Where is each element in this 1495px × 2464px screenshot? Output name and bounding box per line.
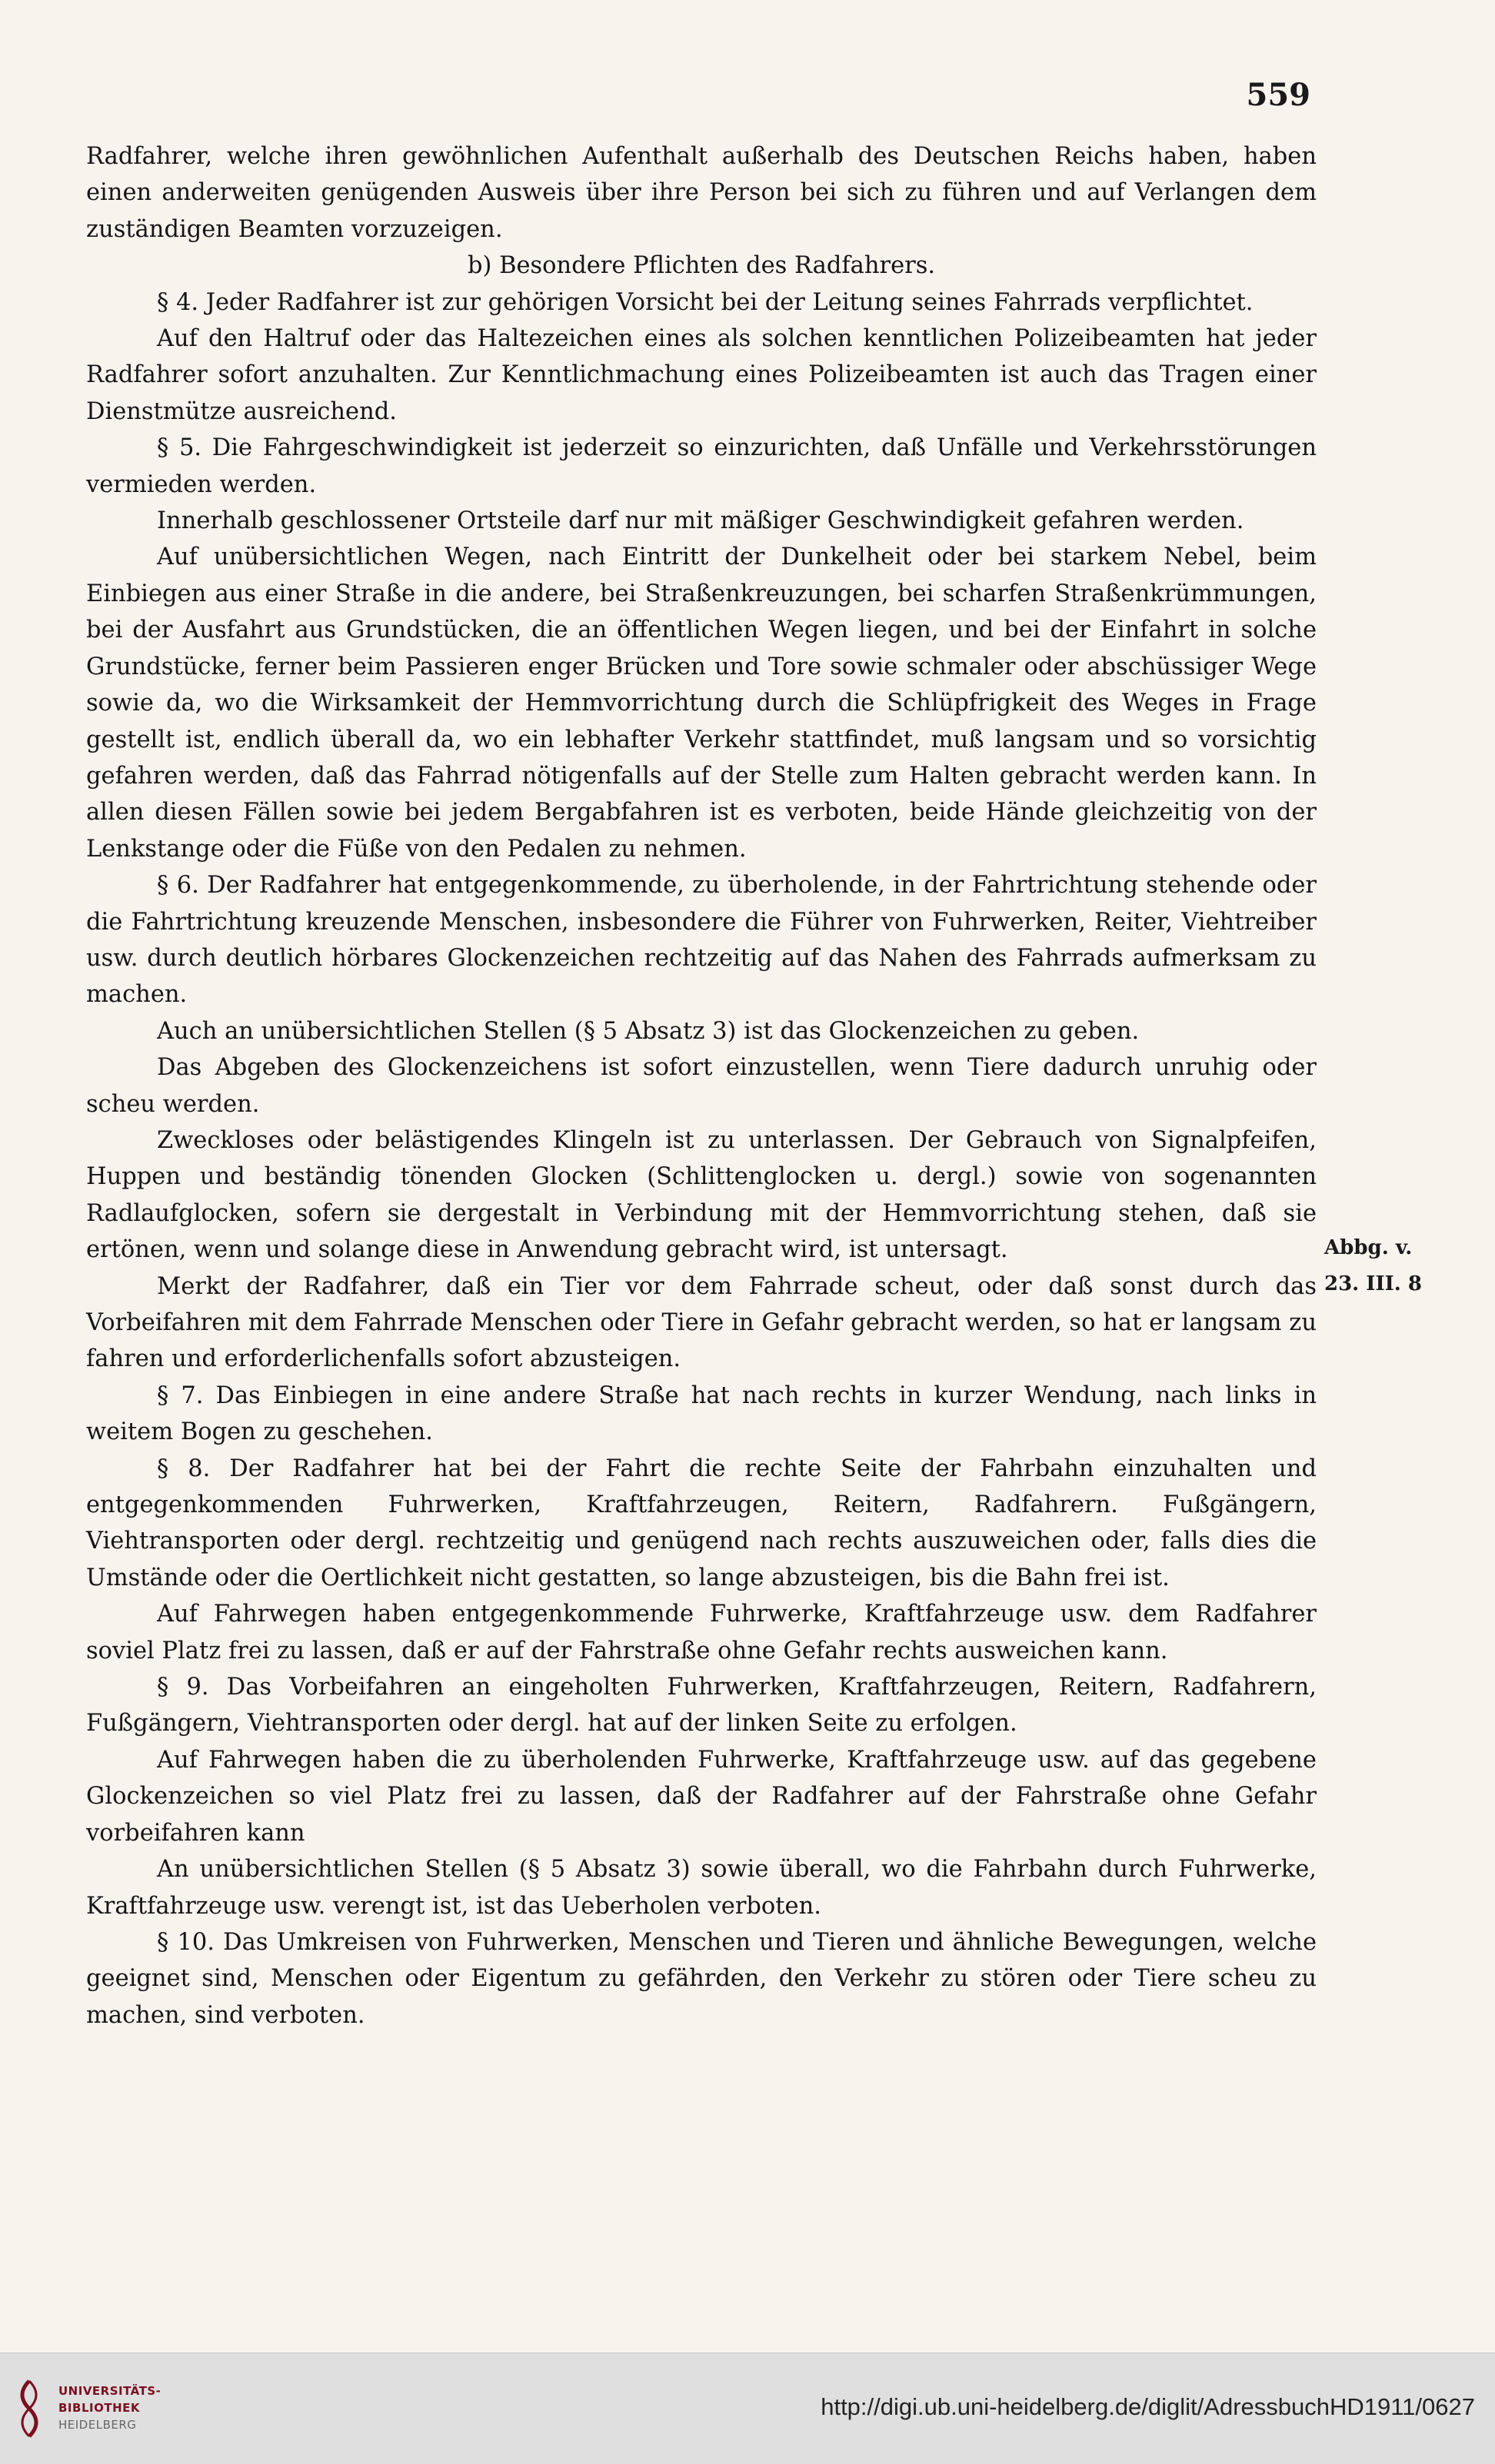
paragraph-section-10: § 10. Das Umkreisen von Fuhrwerken, Menschen und Tieren und ähnliche Bewegungen, welche geeignet sind, Menschen oder Eigentum zu gefährden, den Verkehr zu stören oder Tiere scheu zu machen, sind verboten. — [86, 1928, 1317, 2029]
paragraph-section-9: § 9. Das Vorbeifahren an eingeholten Fuhrwerken, Kraftfahrzeugen, Reitern, Radfahrern, Fußgängern, Viehtransporten oder dergl. hat auf der linken Seite zu erfolgen. — [86, 1674, 1317, 1737]
viewer-footer — [0, 2353, 1495, 2464]
paragraph: Auf Fahrwegen haben die zu überholenden Fuhrwerke, Kraftfahrzeuge usw. auf das gegebene Glockenzeichen so viel Platz frei zu lassen, daß der Radfahrer auf der Fahrstraße ohne Gefahr vorbeifahren kann — [86, 1746, 1317, 1847]
logo-line: BIBLIOTHEK — [58, 2401, 140, 2415]
paragraph: An unübersichtlichen Stellen (§ 5 Absatz 3) sowie überall, wo die Fahrbahn durch Fuhrwerke, Kraftfahrzeuge usw. verengt ist, ist das Ueberholen verboten. — [86, 1856, 1317, 1920]
paragraph: Auf den Haltruf oder das Haltezeichen eines als solchen kenntlichen Polizeibeamten hat jeder Radfahrer sofort anzuhalten. Zur Kenntlichmachung eines Polizeibeamten ist auch das Tragen einer Dienstmütze ausreichend. — [86, 325, 1317, 425]
library-logo-icon — [14, 2379, 45, 2438]
section-heading: b) Besondere Pflichten des Radfahrers. — [467, 252, 936, 280]
paragraph-section-7: § 7. Das Einbiegen in eine andere Straße hat nach rechts in kurzer Wendung, nach links in weitem Bogen zu geschehen. — [86, 1382, 1317, 1446]
paragraph: Auch an unübersichtlichen Stellen (§ 5 Absatz 3) ist das Glockenzeichen zu geben. — [157, 1017, 1140, 1045]
paragraph-section-4: § 4. Jeder Radfahrer ist zur gehörigen Vorsicht bei der Leitung seines Fahrrads verpflichtet. — [157, 288, 1254, 316]
logo-line: UNIVERSITÄTS- — [58, 2384, 161, 2398]
paragraph-section-8: § 8. Der Radfahrer hat bei der Fahrt die rechte Seite der Fahrbahn einzuhalten und entgegenkommenden Fuhrwerken, Kraftfahrzeugen, Reitern, Radfahrern. Fußgängern, Viehtransporten oder dergl. rechtzeitig und genügend nach rechts auszuweichen oder, falls dies die Umstände oder die Oertlichkeit nicht gestatten, so lange abzusteigen, bis die Bahn frei ist. — [86, 1455, 1317, 1591]
paragraph: Radfahrer, welche ihren gewöhnlichen Aufenthalt außerhalb des Deutschen Reichs haben, haben einen anderweiten genügenden Ausweis über ihre Person bei sich zu führen und auf Verlangen dem zuständigen Beamten vorzuzeigen. — [86, 143, 1317, 243]
paragraph-section-6: § 6. Der Radfahrer hat entgegenkommende, zu überholende, in der Fahrtrichtung stehende oder die Fahrtrichtung kreuzende Menschen, insbesondere die Führer von Fuhrwerken, Reiter, Viehtreiber usw. durch deutlich hörbares Glockenzeichen rechtzeitig auf das Nahen des Fahrrads aufmerksam zu machen. — [86, 872, 1317, 1009]
paragraph: Auf Fahrwegen haben entgegenkommende Fuhrwerke, Kraftfahrzeuge usw. dem Radfahrer soviel Platz frei zu lassen, daß er auf der Fahrstraße ohne Gefahr rechts ausweichen kann. — [86, 1601, 1317, 1664]
source-url[interactable]: http://digi.ub.uni-heidelberg.de/diglit/AdressbuchHD1911/0627 — [821, 2393, 1475, 2420]
page-number: 559 — [1246, 77, 1310, 113]
paragraph: Zweckloses oder belästigendes Klingeln ist zu unterlassen. Der Gebrauch von Signalpfeifen, Huppen und beständig tönenden Glocken (Schlittenglocken u. dergl.) sowie von sogenannten Radlaufglocken, sofern sie dergestalt in Verbindung mit der Hemmvorrichtung stehen, daß sie ertönen, wenn und solange diese in Anwendung gebracht wird, ist untersagt. — [86, 1126, 1317, 1264]
margin-note: Abbg. v. 23. III. 8 — [1324, 1236, 1422, 1296]
paragraph: Innerhalb geschlossener Ortsteile darf nur mit mäßiger Geschwindigkeit gefahren werden. — [157, 507, 1244, 535]
logo-line: HEIDELBERG — [58, 2418, 137, 2432]
paragraph: Merkt der Radfahrer, daß ein Tier vor dem Fahrrade scheut, oder daß sonst durch das Vorbeifahren mit dem Fahrrade Menschen oder Tiere in Gefahr gebracht werden, so hat er langsam zu fahren und erforderlichenfalls sofort abzusteigen. — [86, 1272, 1317, 1373]
paragraph: Auf unübersichtlichen Wegen, nach Eintritt der Dunkelheit oder bei starkem Nebel, beim Einbiegen aus einer Straße in die andere, bei Straßenkreuzungen, bei scharfen Straßenkrümmungen, bei der Ausfahrt aus Grundstücken, die an öffentlichen Wegen liegen, und bei der Einfahrt in solche Grundstücke, ferner beim Passieren enger Brücken und Tore sowie schmaler oder abschüssiger Wege sowie da, wo die Wirksamkeit der Hemmvorrichtung durch die Schlüpfrigkeit des Weges in Frage gestellt ist, endlich überall da, wo ein lebhafter Verkehr stattfindet, muß langsam und so vorsichtig gefahren werden, daß das Fahrrad nötigenfalls auf der Stelle zum Halten gebracht werden kann. In allen diesen Fällen sowie bei jedem Bergabfahren ist es verboten, beide Hände gleichzeitig von der Lenkstange oder die Füße von den Pedalen zu nehmen. — [86, 544, 1317, 863]
library-logo-text — [58, 2383, 228, 2433]
body-text — [86, 138, 1317, 2033]
paragraph: Das Abgeben des Glockenzeichens ist sofort einzustellen, wenn Tiere dadurch unruhig oder scheu werden. — [86, 1054, 1317, 1118]
paragraph-section-5: § 5. Die Fahrgeschwindigkeit ist jederzeit so einzurichten, daß Unfälle und Verkehrsstörungen vermieden werden. — [86, 434, 1317, 498]
